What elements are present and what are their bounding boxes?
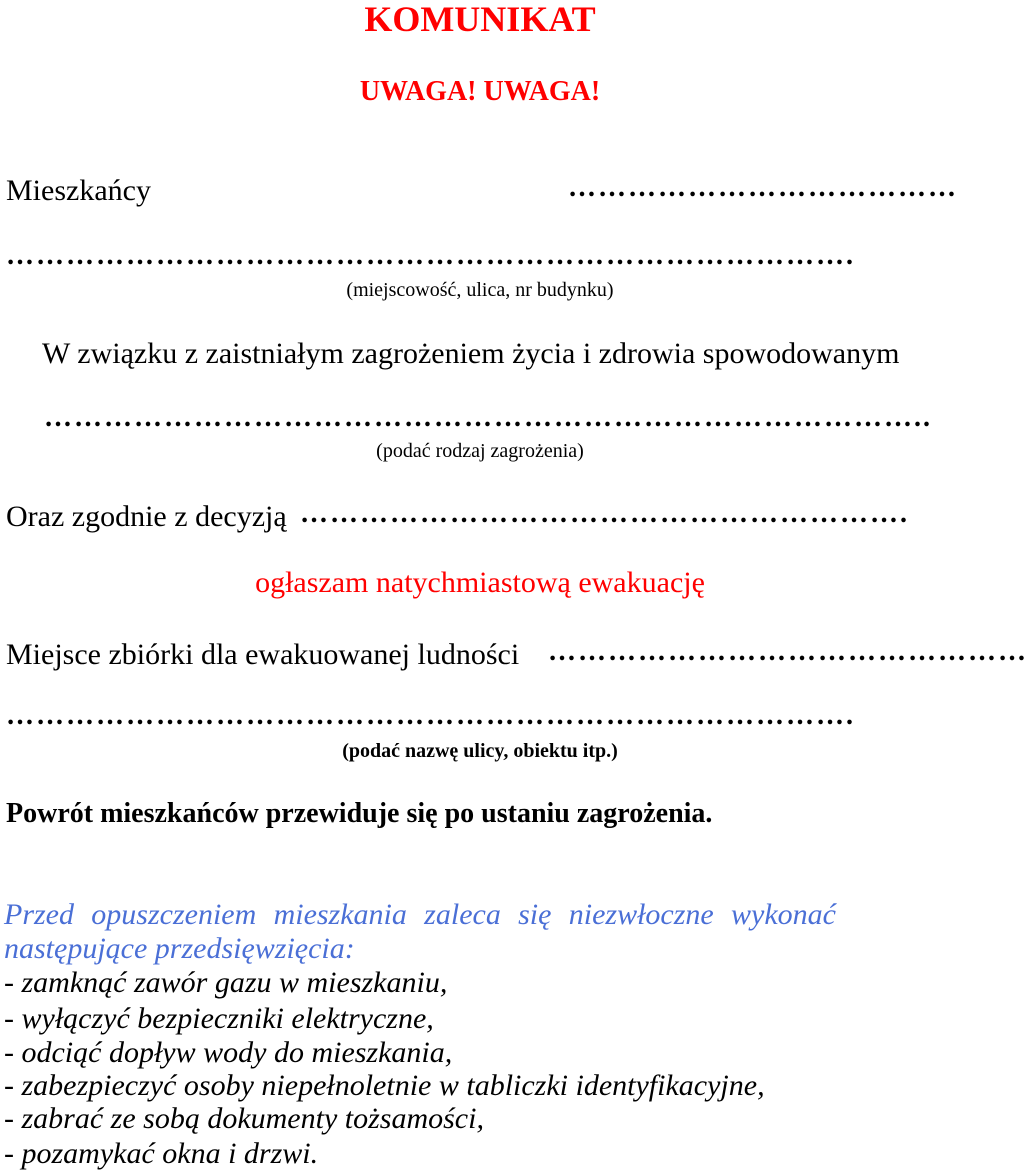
residents-hint: (miejscowość, ulica, nr budynku) xyxy=(346,279,614,301)
instruction-item: - wyłączyć bezpieczniki elektryczne, xyxy=(4,1002,434,1035)
page-title: KOMUNIKAT xyxy=(364,0,596,39)
instruction-item: - zabrać ze sobą dokumenty tożsamości, xyxy=(4,1102,484,1135)
residents-dots-first: ………………………………… xyxy=(568,172,958,203)
return-notice: Powrót mieszkańców przewiduje się po ustaniu zagrożenia. xyxy=(6,798,713,829)
decision-dots: ……………………………………………………. xyxy=(300,498,909,529)
instruction-item: - pozamykać okna i drzwi. xyxy=(4,1137,319,1170)
threat-text: W związku z zaistniałym zagrożeniem życia i zdrowia spowodowanym xyxy=(42,337,900,370)
instruction-item: - odciąć dopływ wody do mieszkania, xyxy=(4,1036,453,1069)
warning-heading: UWAGA! UWAGA! xyxy=(359,76,601,107)
instructions-intro-line2: następujące przedsięwzięcia: xyxy=(4,932,355,965)
decision-label: Oraz zgodnie z decyzją xyxy=(6,500,287,533)
residents-dots-second: …………………………………………………………………………. xyxy=(6,240,855,271)
threat-hint: (podać rodzaj zagrożenia) xyxy=(376,440,584,462)
assembly-dots-first: ………………………………………… xyxy=(548,636,1028,667)
assembly-label: Miejsce zbiórki dla ewakuowanej ludności xyxy=(6,638,520,671)
instruction-item: - zabezpieczyć osoby niepełnoletnie w tabliczki identyfikacyjne, xyxy=(4,1069,765,1102)
evacuation-announcement: ogłaszam natychmiastową ewakuację xyxy=(255,566,705,599)
threat-dots: …………………………………………………………………………….. xyxy=(44,402,932,433)
assembly-dots-second: …………………………………………………………………………. xyxy=(6,700,855,731)
instruction-item: - zamknąć zawór gazu w mieszkaniu, xyxy=(4,966,448,999)
residents-label: Mieszkańcy xyxy=(6,174,151,207)
assembly-hint: (podać nazwę ulicy, obiektu itp.) xyxy=(342,740,618,762)
instructions-intro-line1: Przed opuszczeniem mieszkania zaleca się niezwłoczne wykonać xyxy=(4,898,836,931)
